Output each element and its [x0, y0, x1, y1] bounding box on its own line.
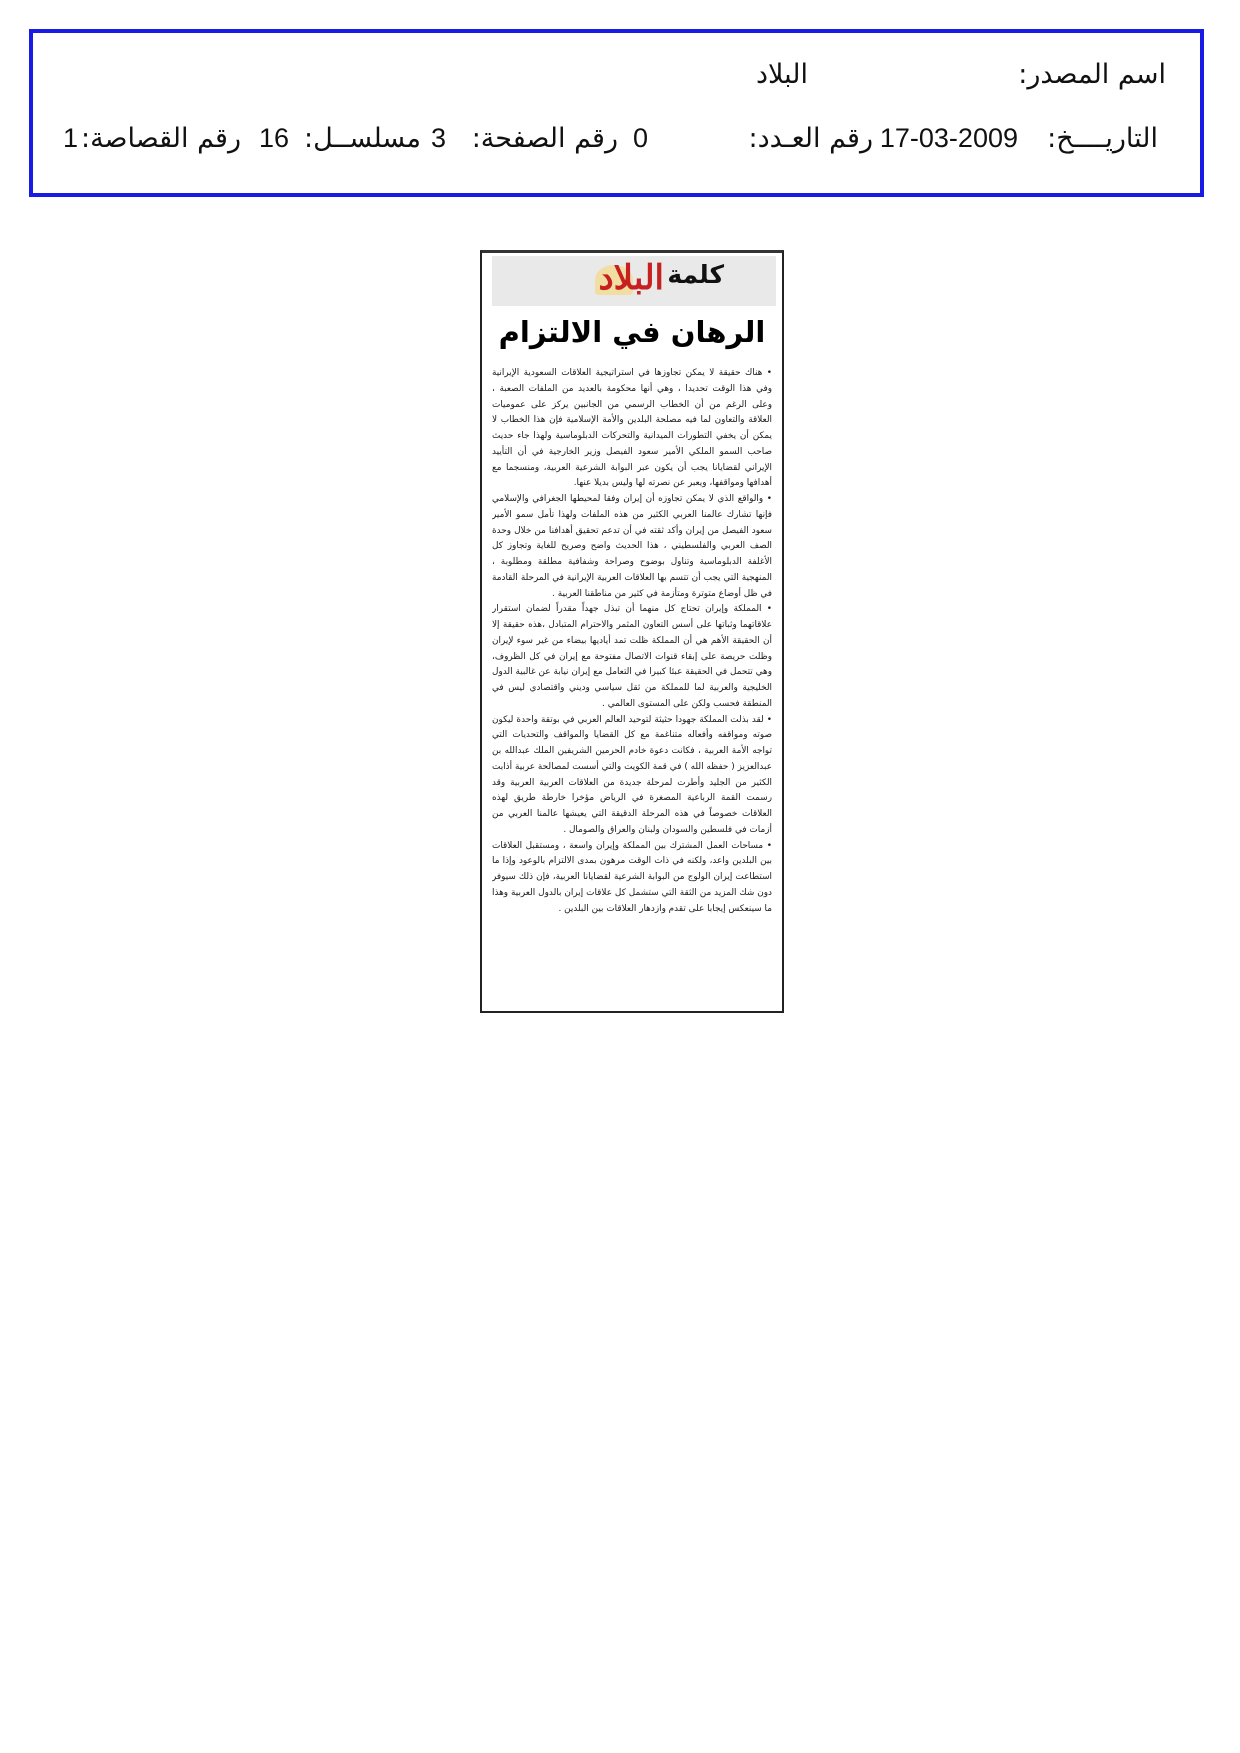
date-value: 17-03-2009	[879, 123, 1018, 153]
clip-number-value: 1	[62, 123, 78, 153]
clipping-metadata-box	[29, 29, 1204, 197]
issue-value: 0	[632, 123, 648, 153]
article-paragraph: • المملكة وإيران تحتاج كل منهما أن تبذل جهداً مقدراً لضمان استقرار علاقاتهما وثباتها على أسس التعاون المثمر والاحترام المتبادل ،هذه حقيقة إلا أن الحقيقة الأهم هي أن المملكة ظلت تمد أياديها بيضاء من غير سوء لإيران وظلت حريصة على إبقاء قنوات الاتصال مفتوحة مع إيران في كل الظروف، وهي تتحمل في الحقيقة عبئا كبيرا في التعامل مع إيران نيابة عن غالبية الدول الخليجية والعربية لما للمملكة من ثقل سياسي وديني واقتصادي ليس في المنطقة فحسب ولكن على المستوى العالمي .	[492, 604, 772, 709]
page-value: 3	[430, 123, 446, 153]
newspaper-clipping	[480, 250, 784, 1013]
article-body	[492, 366, 772, 1003]
page-label: رقم الصفحة:	[471, 123, 618, 154]
clip-number-label: رقم القصاصة:	[80, 123, 241, 154]
article-paragraph: • والواقع الذي لا يمكن تجاوزه أن إيران وفقا لمحيطها الجغرافي والإسلامي فإنها تشارك عالمنا العربي الكثير من هذه الملفات ولهذا تأمل سمو الأمير سعود الفيصل من إيران وأكد ثقته في أن تدعم تحقيق أهدافنا من خلال وحدة الصف العربي والفلسطيني ، هذا الحديث واضح وصريح للغاية وتجاوز كل الأغلفة الدبلوماسية وتناول بوضوح وصراحة وشفافية مطلقة ومطلوبة ، المنهجية التي يجب أن تتسم بها العلاقات العربية الإيرانية في المرحلة القادمة في ظل أوضاع متوترة ومتأزمة في كثير من مناطقنا العربية .	[492, 494, 772, 599]
masthead-brand: البلاد	[598, 258, 664, 298]
details-row	[58, 123, 1158, 167]
source-label: اسم المصدر:	[1018, 59, 1166, 90]
masthead-word: كلمة	[667, 260, 724, 289]
article-paragraph: • مساحات العمل المشترك بين المملكة وإيران واسعة ، ومستقبل العلاقات بين البلدين واعد، ولكنه في ذات الوقت مرهون بمدى الالتزام بالوعود وإذا ما استطاعت إيران الولوج من البوابة الشرعية لقضايانا العربية، فإن ذلك سيوفر دون شك المزيد من الثقة التي ستشمل كل علاقات إيران بالدول العربية وهذا ما سينعكس إيجابا على تقدم وازدهار العلاقات بين البلدين .	[492, 840, 772, 914]
date-label: التاريــــخ:	[1047, 123, 1158, 154]
column-masthead	[492, 256, 776, 306]
serial-label: مسلســل:	[304, 123, 421, 154]
article-headline: الرهان في الالتزام	[498, 315, 766, 349]
serial-value: 16	[258, 123, 289, 153]
issue-label: رقم العـدد:	[748, 123, 873, 154]
article-paragraph: • هناك حقيقة لا يمكن تجاوزها في استراتيجية العلاقات السعودية الإيرانية وفي هذا الوقت تحديدا ، وهي أنها محكومة بالعديد من الملفات الصعبة ، وعلى الرغم من أن الخطاب الرسمي من الجانبين يركز على عموميات العلاقة والتعاون لما فيه مصلحة البلدين والأمة الإسلامية فإن هذا الخطاب لا يمكن أن يخفي التطورات الميدانية والتحركات الدبلوماسية ولهذا جاء حديث صاحب السمو الملكي الأمير سعود الفيصل وزير الخارجية في أن التأييد الإيراني لقضايانا يجب أن يكون عبر البوابة الشرعية العربية، ومنسجما مع أهدافها ومواقفها، ويعبر عن نصرته لها وليس بديلا عنها.	[492, 368, 772, 489]
source-row	[566, 59, 1166, 99]
article-paragraph: • لقد بذلت المملكة جهودا حثيثة لتوحيد العالم العربي في بوتقة واحدة ليكون صوته ومواقفه وأفعاله متناغمة مع كل القضايا والمواقف والتحديات التي تواجه الأمة العربية ، فكانت دعوة خادم الحرمين الشريفين الملك عبدالله بن عبدالعزيز ( حفظه الله ) في قمة الكويت والتي أسست لمصالحة عربية أذابت الكثير من الجليد وأطرت لمرحلة جديدة من العلاقات العربية العربية وقد رسمت القمة الرباعية المصغرة في الرياض مؤخرا خارطة طريق لهذه العلاقات خصوصاً في هذه المرحلة الدقيقة التي يعيشها عالمنا العربي من أزمات في فلسطين والسودان ولبنان والعراق والصومال .	[492, 714, 772, 835]
source-value: البلاد	[755, 59, 808, 90]
